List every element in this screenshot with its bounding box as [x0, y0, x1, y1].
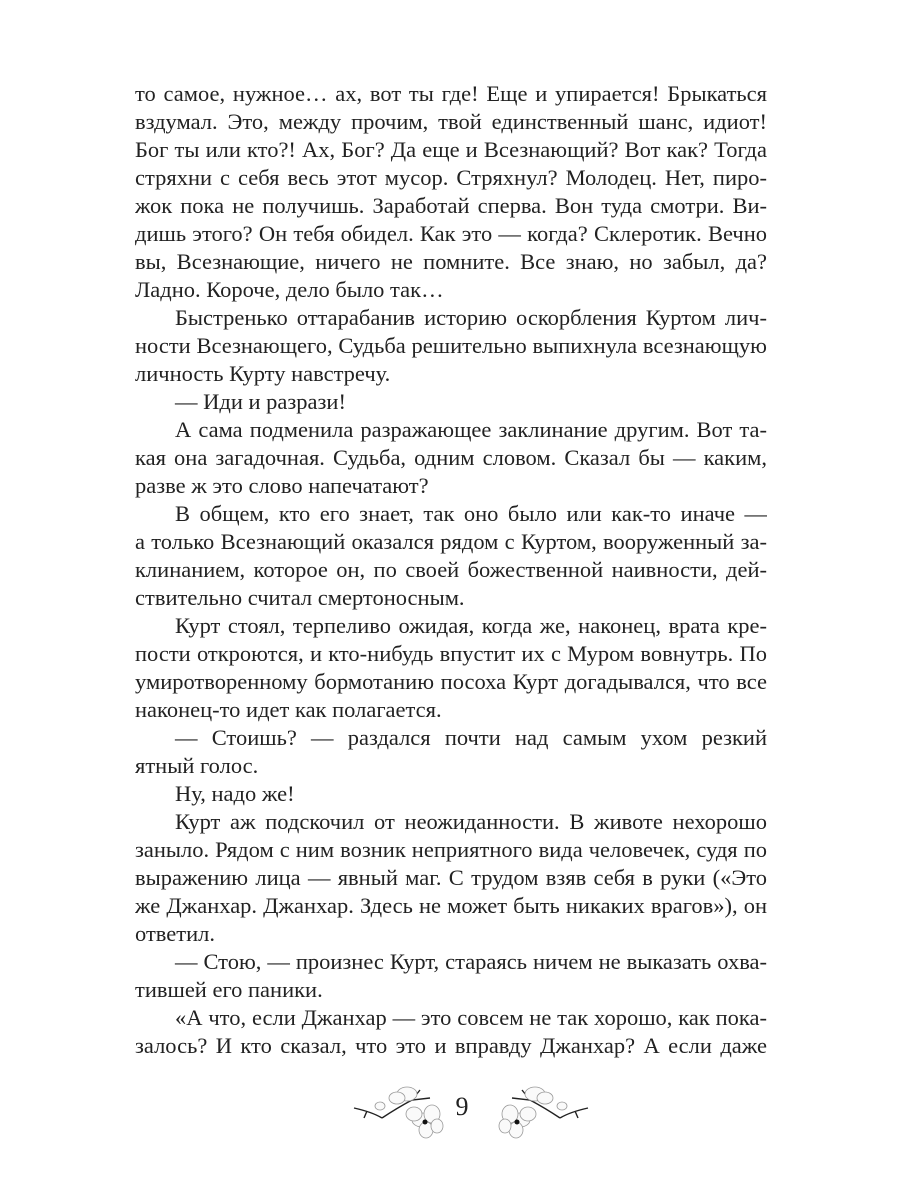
text-line: тившей его паники. — [135, 977, 323, 1002]
text-line: Ну, надо же! — [175, 781, 295, 806]
text-line: умиротворенному бормотанию посоха Курт догадывался, что все — [135, 669, 767, 694]
left-flower-ornament-icon — [352, 1078, 452, 1140]
text-line: заныло. Рядом с ним возник неприятного вида человечек, судя по — [135, 837, 767, 862]
text-line: пости откроются, и кто-нибудь впустит их с Муром вовнутрь. По — [135, 641, 767, 666]
text-line: Ладно. Короче, дело было так… — [135, 277, 444, 302]
text-line: Бог ты или кто?! Ах, Бог? Да еще и Всезнающий? Вот как? Тогда — [135, 137, 767, 162]
text-line: клинанием, которое он, по своей божественной наивности, дей- — [135, 557, 767, 582]
body-text — [135, 80, 767, 1060]
text-line: стряхни с себя весь этот мусор. Стряхнул? Молодец. Нет, пиро- — [135, 165, 767, 190]
text-line: — Стою, — произнес Курт, стараясь ничем не выказать охва- — [175, 949, 767, 974]
text-line: личность Курту навстречу. — [135, 361, 391, 386]
text-line: то самое, нужное… ах, вот ты где! Еще и упирается! Брыкаться — [135, 81, 767, 106]
text-line: ответил. — [135, 921, 215, 946]
text-line: наконец-то идет как полагается. — [135, 697, 442, 722]
text-line: а только Всезнающий оказался рядом с Куртом, вооруженный за- — [135, 529, 767, 554]
text-line: жок пока не получишь. Заработай сперва. Вон туда смотри. Ви- — [135, 193, 767, 218]
text-line: «А что, если Джанхар — это совсем не так хорошо, как пока- — [175, 1005, 767, 1030]
text-line: залось? И кто сказал, что это и вправду Джанхар? А если даже — [135, 1033, 767, 1058]
text-line: выражению лица — явный маг. С трудом взяв себя в руки («Это — [135, 865, 767, 890]
page-number: 9 — [455, 1092, 469, 1121]
text-line: кая она загадочная. Судьба, одним словом. Сказал бы — каким, — [135, 445, 767, 470]
right-flower-ornament-icon — [490, 1078, 590, 1140]
text-line: разве ж это слово напечатают? — [135, 473, 429, 498]
text-line: В общем, кто его знает, так оно было или как-то иначе — — [175, 501, 767, 526]
text-line: ствительно считал смертоносным. — [135, 585, 465, 610]
text-line: А сама подменила разражающее заклинание другим. Вот та- — [175, 417, 767, 442]
text-line: ности Всезнающего, Судьба решительно выпихнула всезнающую — [135, 333, 767, 358]
text-line: вы, Всезнающие, ничего не помните. Все знаю, но забыл, да? — [135, 249, 767, 274]
text-line: же Джанхар. Джанхар. Здесь не может быть никаких врагов»), он — [135, 893, 767, 918]
text-line: ятный голос. — [135, 753, 259, 778]
page-footer — [0, 1070, 900, 1150]
text-line: дишь этого? Он тебя обидел. Как это — когда? Склеротик. Вечно — [135, 221, 767, 246]
text-line: — Стоишь? — раздался почти над самым ухом резкий — [175, 725, 767, 750]
text-line: Курт аж подскочил от неожиданности. В животе нехорошо — [175, 809, 767, 834]
text-line: — Иди и разрази! — [175, 389, 346, 414]
text-line: Быстренько оттарабанив историю оскорбления Куртом лич- — [175, 305, 767, 330]
text-line: вздумал. Это, между прочим, твой единственный шанс, идиот! — [135, 109, 767, 134]
text-line: Курт стоял, терпеливо ожидая, когда же, наконец, врата кре- — [175, 613, 767, 638]
